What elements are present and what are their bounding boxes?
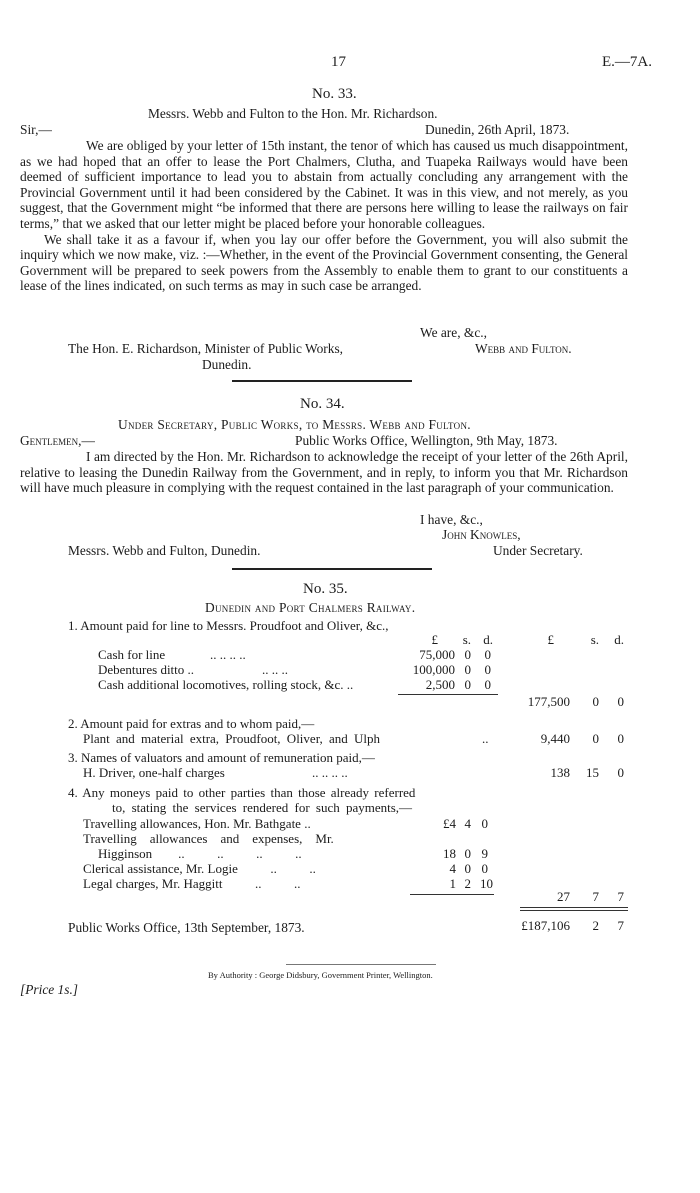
item-4-row-pounds: 1 (449, 876, 456, 891)
letter-33-place-date: Dunedin, 26th April, 1873. (425, 122, 570, 137)
item-2-detail: Plant and material extra, Proudfoot, Oliver, and Ulph (83, 731, 381, 746)
item-4-row-label: Higginson .. .. .. .. (98, 846, 302, 861)
statement-35-title: Dunedin and Port Chalmers Railway. (205, 600, 416, 615)
item-4-row-pounds: £4 (443, 816, 456, 831)
grand-total-shillings: 2 (592, 918, 599, 933)
letter-33-paragraph-2: We shall take it as a favour if, when you lay our offer before the Government, you will also submit the inquiry which we now make, viz. :—Whether, in the event of the Provincial Government consenting, the General Government will be prepared to seek powers from the Assembly to enable them to grant to our constituents a lease of the lines indicated, on such terms as may in such case be arranged. (20, 231, 628, 294)
item-1-row-pounds: 100,000 (412, 662, 455, 677)
item-4-row-pounds: 18 (443, 846, 456, 861)
item-4-row-shillings: 0 (464, 861, 471, 876)
item-4-subtotal-rule (410, 894, 494, 895)
item-4-label: 4. Any moneys paid to other parties than those already referred (68, 785, 416, 800)
item-4-row-label: Clerical assistance, Mr. Logie .. .. (83, 861, 316, 876)
letter-33-addressee: The Hon. E. Richardson, Minister of Public Works, (68, 341, 344, 356)
letter-33-addressee-city: Dunedin. (202, 357, 252, 372)
item-1-row-shillings: 0 (464, 647, 471, 662)
item-4-row-label: Legal charges, Mr. Haggitt .. .. (83, 876, 301, 891)
separator-rule (232, 568, 432, 570)
letter-34-salutation: Gentlemen,— (20, 433, 95, 448)
item-4-row-label: Travelling allowances and expenses, Mr. (83, 831, 334, 846)
item-1-row-pounds: 75,000 (419, 647, 455, 662)
letter-34-heading: Under Secretary, Public Works, to Messrs. Webb and Fulton. (118, 417, 471, 432)
item-1-row-leaders: .. .. .. .. (210, 647, 246, 662)
item-3-total-pounds: 138 (550, 765, 570, 780)
item-2-label: 2. Amount paid for extras and to whom paid,— (68, 716, 315, 731)
letter-34-closing: I have, &c., (420, 512, 483, 527)
grand-total-rule (520, 907, 628, 908)
letter-33-signature: Webb and Fulton. (475, 341, 572, 356)
item-3-detail: H. Driver, one-half charges (83, 765, 225, 780)
item-2-total-shillings: 0 (592, 731, 599, 746)
item-3-total-pence: 0 (617, 765, 624, 780)
item-1-subtotal-rule (398, 694, 498, 695)
letter-34-addressee: Messrs. Webb and Fulton, Dunedin. (68, 543, 261, 558)
separator-rule (232, 380, 412, 382)
grand-total-rule (520, 910, 628, 911)
grand-total-pounds: £187,106 (521, 918, 570, 933)
letter-33-closing: We are, &c., (420, 325, 487, 340)
item-2-total-pence: 0 (617, 731, 624, 746)
item-4-row-shillings: 4 (464, 816, 471, 831)
grand-total-pence: 7 (617, 918, 624, 933)
page-number: 17 (331, 54, 346, 70)
letter-33-heading: Messrs. Webb and Fulton to the Hon. Mr. Richardson. (148, 106, 438, 121)
inner-pounds-header: £ (431, 632, 438, 647)
item-4-total-shillings: 7 (592, 889, 599, 904)
item-3-leaders: .. .. .. .. (312, 765, 348, 780)
item-1-row-pence: 0 (484, 647, 491, 662)
item-2-leaders: .. (482, 731, 489, 746)
item-1-row-label: Cash additional locomotives, rolling stock, &c. .. (98, 677, 354, 692)
letter-33-paragraph-1: We are obliged by your letter of 15th instant, the tenor of which has caused us much disappointment, as we had hoped that an offer to lease the Port Chalmers, Clutha, and Tuapeka Railways would have been deemed of sufficient importance to lead you to abstain from actually concluding any arrangement with the Provincial Government until it had been considered by the Cabinet. It was in this view, and not merely, as you suggest, that the Government might “be informed that there are persons here willing to lease the railways on fair terms,” that we asked that our letter might be placed before your honorable colleagues. (20, 138, 628, 231)
letter-34-signature-name: John Knowles, (442, 527, 521, 542)
outer-pounds-header: £ (547, 632, 554, 647)
item-1-row-pounds: 2,500 (425, 677, 455, 692)
letter-33-salutation: Sir,— (20, 122, 52, 137)
item-4-total-pence: 7 (617, 889, 624, 904)
letter-34-paragraph-1: I am directed by the Hon. Mr. Richardson to acknowledge the receipt of your letter of the 26th April, relative to leasing the Dunedin Railway from the Government, and in reply, to inform you that Mr. Richardson will have much pleasure in complying with the request contained in the last paragraph of your communication. (20, 449, 628, 496)
item-2-total-pounds: 9,440 (540, 731, 570, 746)
item-1-label: 1. Amount paid for line to Messrs. Proudfoot and Oliver, &c., (68, 618, 389, 633)
price-note: [Price 1s.] (20, 982, 79, 997)
printer-authority: By Authority : George Didsbury, Government Printer, Wellington. (208, 970, 433, 980)
letter-34-number: No. 34. (300, 396, 345, 412)
item-4-row-pounds: 4 (449, 861, 456, 876)
footer-rule (286, 964, 436, 965)
item-4-label-continued: to, stating the services rendered for such payments,— (112, 800, 413, 815)
item-1-row-shillings: 0 (464, 677, 471, 692)
inner-pence-header: d. (483, 632, 493, 647)
item-1-row-label: Debentures ditto .. (98, 662, 195, 677)
item-1-total-pounds: 177,500 (527, 694, 570, 709)
letter-34-body (20, 449, 628, 496)
item-1-total-pence: 0 (617, 694, 624, 709)
statement-office-date: Public Works Office, 13th September, 1873. (68, 920, 305, 935)
letter-33-number: No. 33. (312, 86, 357, 102)
letter-34-place-date: Public Works Office, Wellington, 9th May, 1873. (295, 433, 558, 448)
item-3-total-shillings: 15 (586, 765, 599, 780)
item-1-row-leaders: .. .. .. (262, 662, 288, 677)
item-4-row-shillings: 0 (464, 846, 471, 861)
letter-34-signature-title: Under Secretary. (493, 543, 583, 558)
inner-shillings-header: s. (462, 632, 471, 647)
document-reference: E.—7A. (602, 54, 652, 70)
item-4-row-pence: 0 (481, 816, 488, 831)
item-4-total-pounds: 27 (557, 889, 570, 904)
item-4-row-pence: 10 (480, 876, 493, 891)
item-1-row-label: Cash for line (98, 647, 166, 662)
item-4-row-pence: 9 (481, 846, 488, 861)
statement-35-number: No. 35. (303, 581, 348, 597)
outer-pence-header: d. (614, 632, 624, 647)
letter-33-body (20, 138, 628, 294)
item-3-label: 3. Names of valuators and amount of remuneration paid,— (68, 750, 375, 765)
item-1-total-shillings: 0 (592, 694, 599, 709)
item-4-row-shillings: 2 (464, 876, 471, 891)
item-1-row-pence: 0 (484, 662, 491, 677)
item-4-row-label: Travelling allowances, Hon. Mr. Bathgate .. (83, 816, 311, 831)
item-1-row-pence: 0 (484, 677, 491, 692)
item-4-row-pence: 0 (481, 861, 488, 876)
item-1-row-shillings: 0 (464, 662, 471, 677)
outer-shillings-header: s. (590, 632, 599, 647)
